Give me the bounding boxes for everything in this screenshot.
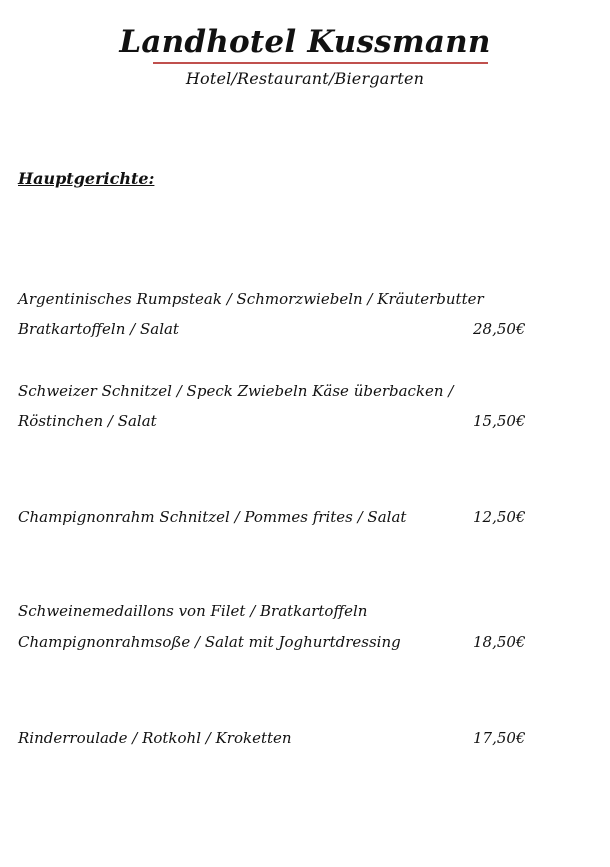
menu-item-3-description-line-1: Champignonrahm Schnitzel / Pommes frites / Salat <box>18 508 407 526</box>
menu-item-2-description-line-2: Röstinchen / Salat <box>18 412 157 430</box>
menu-item-4-price: 18,50€ <box>473 633 526 651</box>
menu-item-4-description-line-1: Schweinemedaillons von Filet / Bratkartoffeln <box>18 602 368 620</box>
menu-item-2-description-line-1: Schweizer Schnitzel / Speck Zwiebeln Käse überbacken / <box>18 382 454 400</box>
menu-item-1-price: 28,50€ <box>473 320 526 338</box>
menu-item-2-price: 15,50€ <box>473 412 526 430</box>
menu-item-5-description-line-1: Rinderroulade / Rotkohl / Kroketten <box>18 729 292 747</box>
menu-item-1-description-line-1: Argentinisches Rumpsteak / Schmorzwiebeln / Kräuterbutter <box>18 290 484 308</box>
restaurant-title: Landhotel Kussmann <box>119 24 491 60</box>
title-underline-rule <box>153 62 488 64</box>
menu-item-1-description-line-2: Bratkartoffeln / Salat <box>18 320 179 338</box>
restaurant-subtitle: Hotel/Restaurant/Biergarten <box>185 69 425 88</box>
menu-item-3-price: 12,50€ <box>473 508 526 526</box>
section-heading-main-courses: Hauptgerichte: <box>18 169 155 188</box>
menu-item-5-price: 17,50€ <box>473 729 526 747</box>
menu-item-4-description-line-2: Champignonrahmsoße / Salat mit Joghurtdressing <box>18 633 401 651</box>
